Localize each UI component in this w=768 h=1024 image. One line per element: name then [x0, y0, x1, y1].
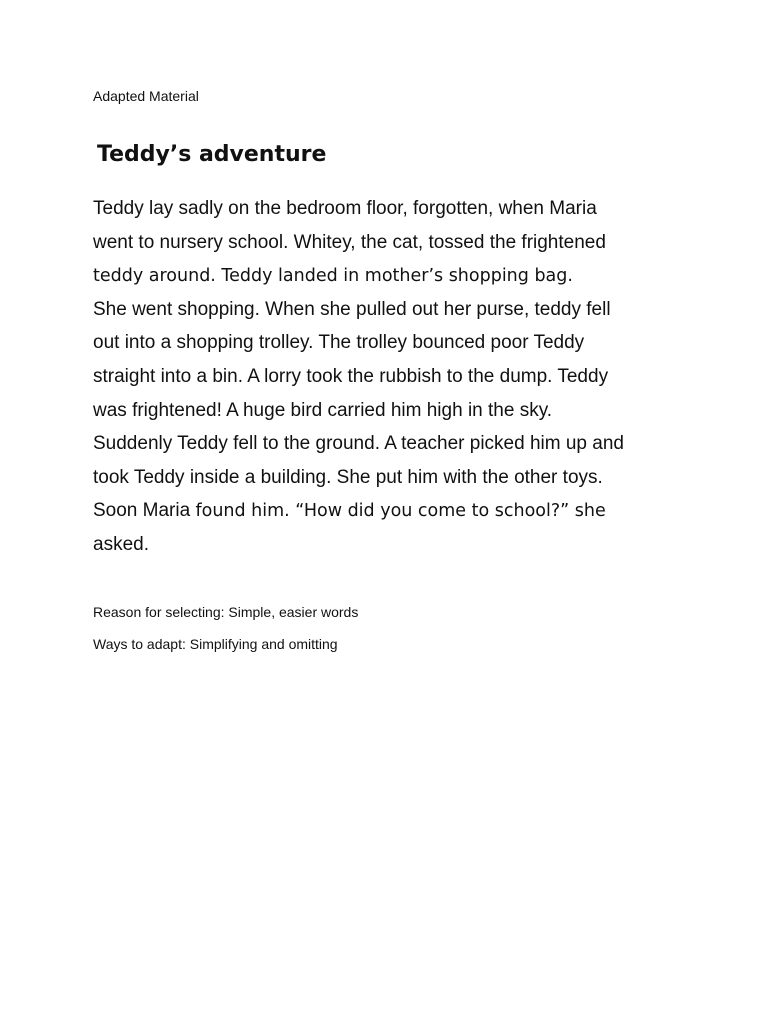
ways-to-adapt: Ways to adapt: Simplifying and omitting [93, 636, 338, 652]
story-line: went to nursery school. Whitey, the cat, tossed the frightened [93, 231, 606, 253]
story-line: Suddenly Teddy fell to the ground. A teacher picked him up and [93, 433, 624, 455]
story-line: took Teddy inside a building. She put him with the other toys. [93, 466, 603, 488]
story-line: teddy around. Teddy landed in mother’s shopping bag. [93, 266, 573, 287]
story-line: Teddy lay sadly on the bedroom floor, forgotten, when Maria [93, 198, 597, 219]
story-line: asked. [93, 533, 149, 555]
story-line: Soon Maria found him. “How did you come to school?” she [93, 500, 606, 522]
reason-for-selecting: Reason for selecting: Simple, easier words [93, 604, 359, 620]
story-line: straight into a bin. A lorry took the rubbish to the dump. Teddy [93, 365, 609, 387]
document-title: Teddy’s adventure [97, 142, 327, 167]
story-body [93, 195, 713, 565]
story-line: out into a shopping trolley. The trolley bounced poor Teddy [93, 332, 585, 354]
story-line: was frightened! A huge bird carried him high in the sky. [93, 399, 553, 421]
header-label: Adapted Material [93, 88, 199, 104]
story-line: She went shopping. When she pulled out her purse, teddy fell [93, 298, 611, 320]
